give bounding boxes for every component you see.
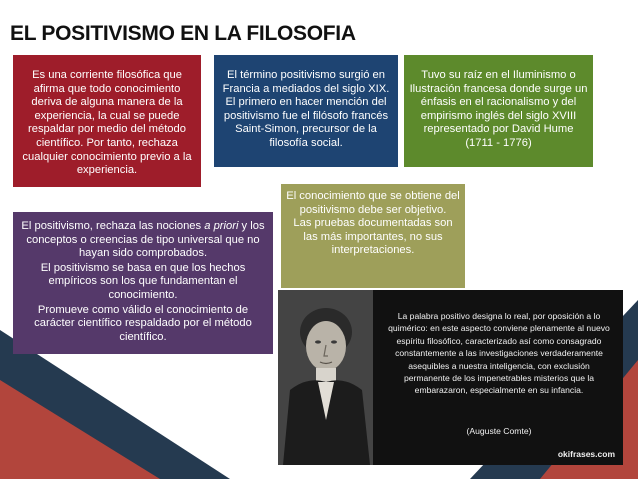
principles-box — [13, 212, 273, 354]
comte-quote-image — [278, 290, 623, 465]
roots-box — [404, 55, 593, 167]
quote-text: La palabra positivo designa lo real, por oposición a lo quimérico: en este aspecto conviene plenamente al nuevo espíritu filosófico, caracterizado así como consagrado constantemente a las investigaciones verdaderamente asequibles a nuestra inteligencia, con exclusión permanente de los impenetrables misterios que la embarazaron, especialmente en su infancia. — [388, 311, 610, 396]
evidence-text: Las pruebas documentadas son las más importantes, no sus interpretaciones. — [293, 217, 453, 257]
roots-text: Tuvo su raíz en el Iluminismo o Ilustración francesa donde surge un énfasis en el racionalismo y del empirismo inglés del siglo XVIII representado por David Hume (1711 - 1776) — [409, 69, 588, 149]
objectivity-box — [281, 184, 465, 288]
principle-empirical: El positivismo se basa en que los hechos empíricos son los que fundamentan el conocimiento. — [40, 261, 246, 301]
quote-author: (Auguste Comte) — [466, 426, 532, 436]
principle-a-priori: El positivismo, rechaza las nociones a priori y los conceptos o creencias de tipo universal que no hayan sido comprobados. — [21, 220, 265, 260]
portrait-image — [278, 290, 373, 465]
origin-text: El término positivismo surgió en Francia a mediados del siglo XIX. El primero en hacer mención del positivismo fue el filósofo francés Saint-Simon, precursor de la filosofía social. — [222, 69, 390, 149]
objectivity-text: El conocimiento que se obtiene del positivismo debe ser objetivo. — [286, 190, 460, 216]
definition-box — [13, 55, 201, 187]
origin-box — [214, 55, 398, 167]
definition-text: Es una corriente filosófica que afirma que todo conocimiento deriva de alguna manera de la experiencia, la cual se puede respaldar por medio del método científico. Por tanto, rechaza cualquier conocimiento previo a la experiencia. — [22, 69, 192, 177]
principle-scientific: Promueve como válido el conocimiento de carácter científico respaldado por el método científico. — [34, 303, 252, 343]
watermark: okifrases.com — [557, 449, 615, 459]
slide-title: EL POSITIVISMO EN LA FILOSOFIA — [10, 22, 356, 45]
